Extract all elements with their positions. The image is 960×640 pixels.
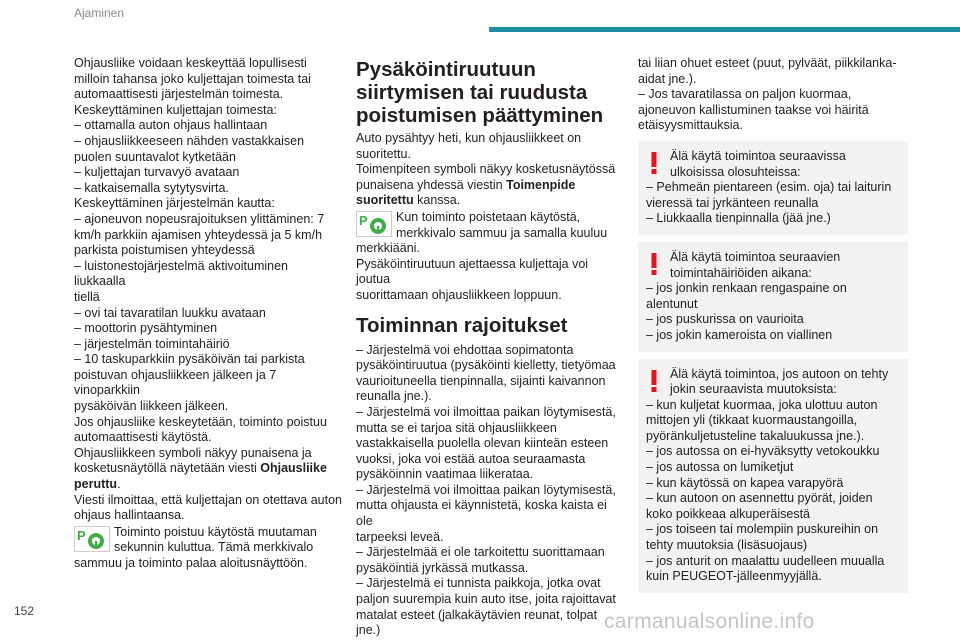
text-line: aidat jne.). (638, 71, 697, 86)
text-line (74, 477, 342, 493)
text-line: pysäköinnin vaatimaa liikerataa. (356, 467, 534, 482)
list-item: – Järjestelmä voi ilmoittaa paikan löytymisestä, (356, 404, 616, 419)
list-item: – katkaisemalla sytytysvirta. (74, 180, 229, 195)
text-line: ohjaus hallintaansa. (74, 508, 185, 523)
text-line: Auto pysähtyy heti, kun ohjausliikkeet on (356, 131, 582, 145)
list-item: – ajoneuvon nopeusrajoituksen ylittäminen: 7 (74, 211, 325, 226)
text-line: tarpeeksi leveä. (356, 529, 444, 544)
text-line: vieressä tai jyrkänteen reunalla (646, 195, 819, 210)
warning-title: Älä käytä toimintoa, jos autoon on tehty (670, 366, 889, 381)
svg-text:P: P (359, 212, 368, 228)
text-line: tai liian ohuet esteet (puut, pylväät, piikkilanka- (638, 56, 897, 70)
list-item: – kun kuljetat kuormaa, joka ulottuu auton (646, 397, 878, 412)
text-line (356, 193, 624, 209)
list-item: – kun autoon on asennettu pyörät, joiden (646, 491, 873, 506)
column-2 (356, 58, 624, 639)
text-line: matalat esteet (jalkakäytävien reunat, tolpat jne.) (356, 607, 598, 638)
text-line: Keskeyttäminen kuljettajan toimesta: (74, 102, 277, 117)
list-item: – luistonestojärjestelmä aktivoituminen liukkaalla (74, 258, 288, 289)
text-line: suorittamaan ohjausliikkeen loppuun. (356, 287, 562, 302)
list-item: – Järjestelmää ei ole tarkoitettu suorittamaan (356, 545, 605, 560)
text-line: reunalla jne.). (356, 389, 432, 404)
warning-title: toimintahäiriöiden aikana: (670, 265, 812, 280)
text-line: Viesti ilmoittaa, että kuljettajan on otettava auton (74, 492, 342, 507)
text-line: tiellä (74, 289, 100, 304)
text-line: sammuu ja toiminto palaa aloitusnäyttöön. (74, 556, 308, 570)
text-line: parkista poistumisen yhteydessä (74, 243, 255, 258)
text-line: koko poikkeaa alkuperäisestä (646, 506, 810, 521)
section-heading (356, 58, 624, 127)
column-3 (638, 56, 908, 600)
note-line: Toiminto poistuu käytöstä muutaman (114, 524, 317, 539)
text-line: mutta ohjausta ei käynnistetä, koska kaista ei ole (356, 498, 607, 529)
text-line: Toimenpiteen symboli näkyy kosketusnäytössä (356, 162, 616, 177)
list-item: – jos puskurissa on vaurioita (646, 312, 804, 327)
watermark: carmanualsonline.info (604, 610, 815, 633)
warning-exclamation-icon (650, 253, 658, 275)
text-line: mutta se ei tarjoa sitä ohjausliikkeen (356, 420, 557, 435)
message-text: suoritettu (356, 193, 414, 208)
list-item: – kuljettajan turvavyö avataan (74, 165, 240, 180)
warning-box (638, 359, 908, 593)
text-line (356, 178, 624, 194)
message-text: peruttu (74, 477, 118, 492)
text-line: Ohjausliikkeen symboli näkyy punaisena ja (74, 445, 312, 460)
list-item: – Järjestelmä ei tunnista paikkoja, jotka ovat (356, 576, 601, 591)
list-item: – jos toiseen tai molempiin puskureihin on (646, 522, 879, 537)
warning-title: jokin seuraavista muutoksista: (670, 382, 837, 397)
warning-title: Älä käytä toimintoa seuraavien (670, 249, 841, 264)
page-number: 152 (14, 604, 35, 618)
text-line: ajoneuvon kallistuminen taakse voi häiritä (638, 102, 869, 117)
warning-exclamation-icon (650, 152, 658, 174)
text-line: merkkiääni. (356, 241, 420, 256)
text-line: pysäköintiruutua (pysäköinti kielletty, tietyömaa (356, 358, 616, 373)
park-assist-green-icon (356, 211, 392, 237)
list-item: – Liukkaalla tienpinnalla (jää jne.) (646, 211, 831, 226)
indicator-note (356, 209, 624, 241)
list-item: – jos autossa on ei-hyväksytty vetokoukku (646, 444, 880, 459)
text-line: pyöränkuljetusteline takaluukussa jne.). (646, 428, 865, 443)
text-line-part: punaisena yhdessä viestin (356, 177, 503, 192)
text-line: vaurioituneella tienpinnalla, sijainti kaivannon (356, 373, 606, 388)
text-line: milloin tahansa joko kuljettajan toimesta tai (74, 71, 311, 86)
note-line: Kun toiminto poistetaan käytöstä, (396, 209, 581, 224)
text-line: automaattisesti järjestelmän toimesta. (74, 87, 284, 102)
heading-line: Pysäköintiruutuun (356, 58, 536, 81)
indicator-note (74, 524, 342, 556)
text-line: Keskeyttäminen järjestelmän kautta: (74, 196, 275, 211)
column-1 (74, 56, 342, 572)
header-accent-bar (489, 27, 960, 32)
warning-exclamation-icon (650, 370, 658, 392)
list-item: – 10 taskuparkkiin pysäköivän tai parkista (74, 352, 305, 367)
text-line: vuoksi, joka voi estää autoa seuraamasta (356, 451, 586, 466)
text-line: poistuvan ohjausliikkeen jälkeen ja 7 vinoparkkiin (74, 367, 277, 398)
note-line: sekunnin kuluttua. Tämä merkkivalo (114, 540, 314, 555)
text-line (74, 461, 342, 477)
section-heading: Toiminnan rajoitukset (356, 313, 568, 337)
list-item: – jos anturit on maalattu uudelleen muualla (646, 553, 885, 568)
list-item: – moottorin pysähtyminen (74, 321, 218, 336)
warning-box (638, 242, 908, 352)
list-item: – jos jokin kameroista on viallinen (646, 327, 833, 342)
list-item: – ohjausliikkeeseen nähden vastakkaisen (74, 133, 305, 148)
message-text: Ohjausliike (260, 461, 327, 476)
list-item: – Järjestelmä voi ehdottaa sopimatonta (356, 342, 574, 357)
text-line: paljon suurempia kuin auto itse, joita rajoittavat (356, 592, 616, 607)
text-line: puolen suuntavalot kytketään (74, 149, 236, 164)
warning-box (638, 141, 908, 235)
text-line: etäisyysmittauksia. (638, 118, 743, 133)
text-line: kuin PEUGEOT-jälleenmyyjällä. (646, 569, 822, 584)
text-line: alentunut (646, 296, 698, 311)
text-line-part: . (117, 477, 121, 492)
list-item: – Järjestelmä voi ilmoittaa paikan löytymisestä, (356, 482, 616, 497)
text-line: automaattisesti käytöstä. (74, 430, 212, 445)
text-line: Jos ohjausliike keskeytetään, toiminto poistuu (74, 414, 327, 429)
list-item: – järjestelmän toimintahäiriö (74, 336, 230, 351)
list-item: – jos jonkin renkaan rengaspaine on (646, 281, 847, 296)
text-line-part: kosketusnäytöllä näytetään viesti (74, 461, 257, 476)
heading-line: siirtymisen tai ruudusta (356, 81, 588, 104)
text-line: Pysäköintiruutuun ajettaessa kuljettaja voi joutua (356, 256, 589, 287)
text-line-part: kanssa. (413, 193, 461, 208)
list-item: – ottamalla auton ohjaus hallintaan (74, 118, 268, 133)
message-text: Toimenpide (506, 177, 576, 192)
warning-title: Älä käytä toimintoa seuraavissa (670, 148, 846, 163)
list-item: – jos autossa on lumiketjut (646, 460, 794, 475)
text-line: mittojen yli (tikkaat kuormaustangoilla, (646, 413, 858, 428)
text-line: vastakkaisella puolella olevan kiinteän esteen (356, 436, 609, 451)
list-item: – Jos tavaratilassa on paljon kuormaa, (638, 87, 852, 102)
list-item: – kun käytössä on kapea varapyörä (646, 475, 844, 490)
text-line: tehty muutoksia (lisäsuojaus) (646, 538, 808, 553)
svg-text:P: P (77, 527, 86, 543)
heading-line: poistumisen päättyminen (356, 104, 604, 127)
text-line: pysäköivän liikkeen jälkeen. (74, 399, 229, 414)
list-item: – Pehmeän pientareen (esim. oja) tai laiturin (646, 180, 892, 195)
text-line: suoritettu. (356, 146, 411, 161)
warning-title: ulkoisissa olosuhteissa: (670, 164, 801, 179)
note-line: merkkivalo sammuu ja samalla kuuluu (396, 225, 608, 240)
text-line: Ohjausliike voidaan keskeyttää lopullisesti (74, 56, 307, 70)
text-line: km/h parkkiin ajamisen yhteydessä ja 5 km/h (74, 227, 323, 242)
section-title: Ajaminen (74, 6, 125, 20)
text-line: pysäköintiä jyrkässä mutkassa. (356, 560, 529, 575)
list-item: – ovi tai tavaratilan luukku avataan (74, 305, 266, 320)
park-assist-green-icon (74, 526, 110, 552)
